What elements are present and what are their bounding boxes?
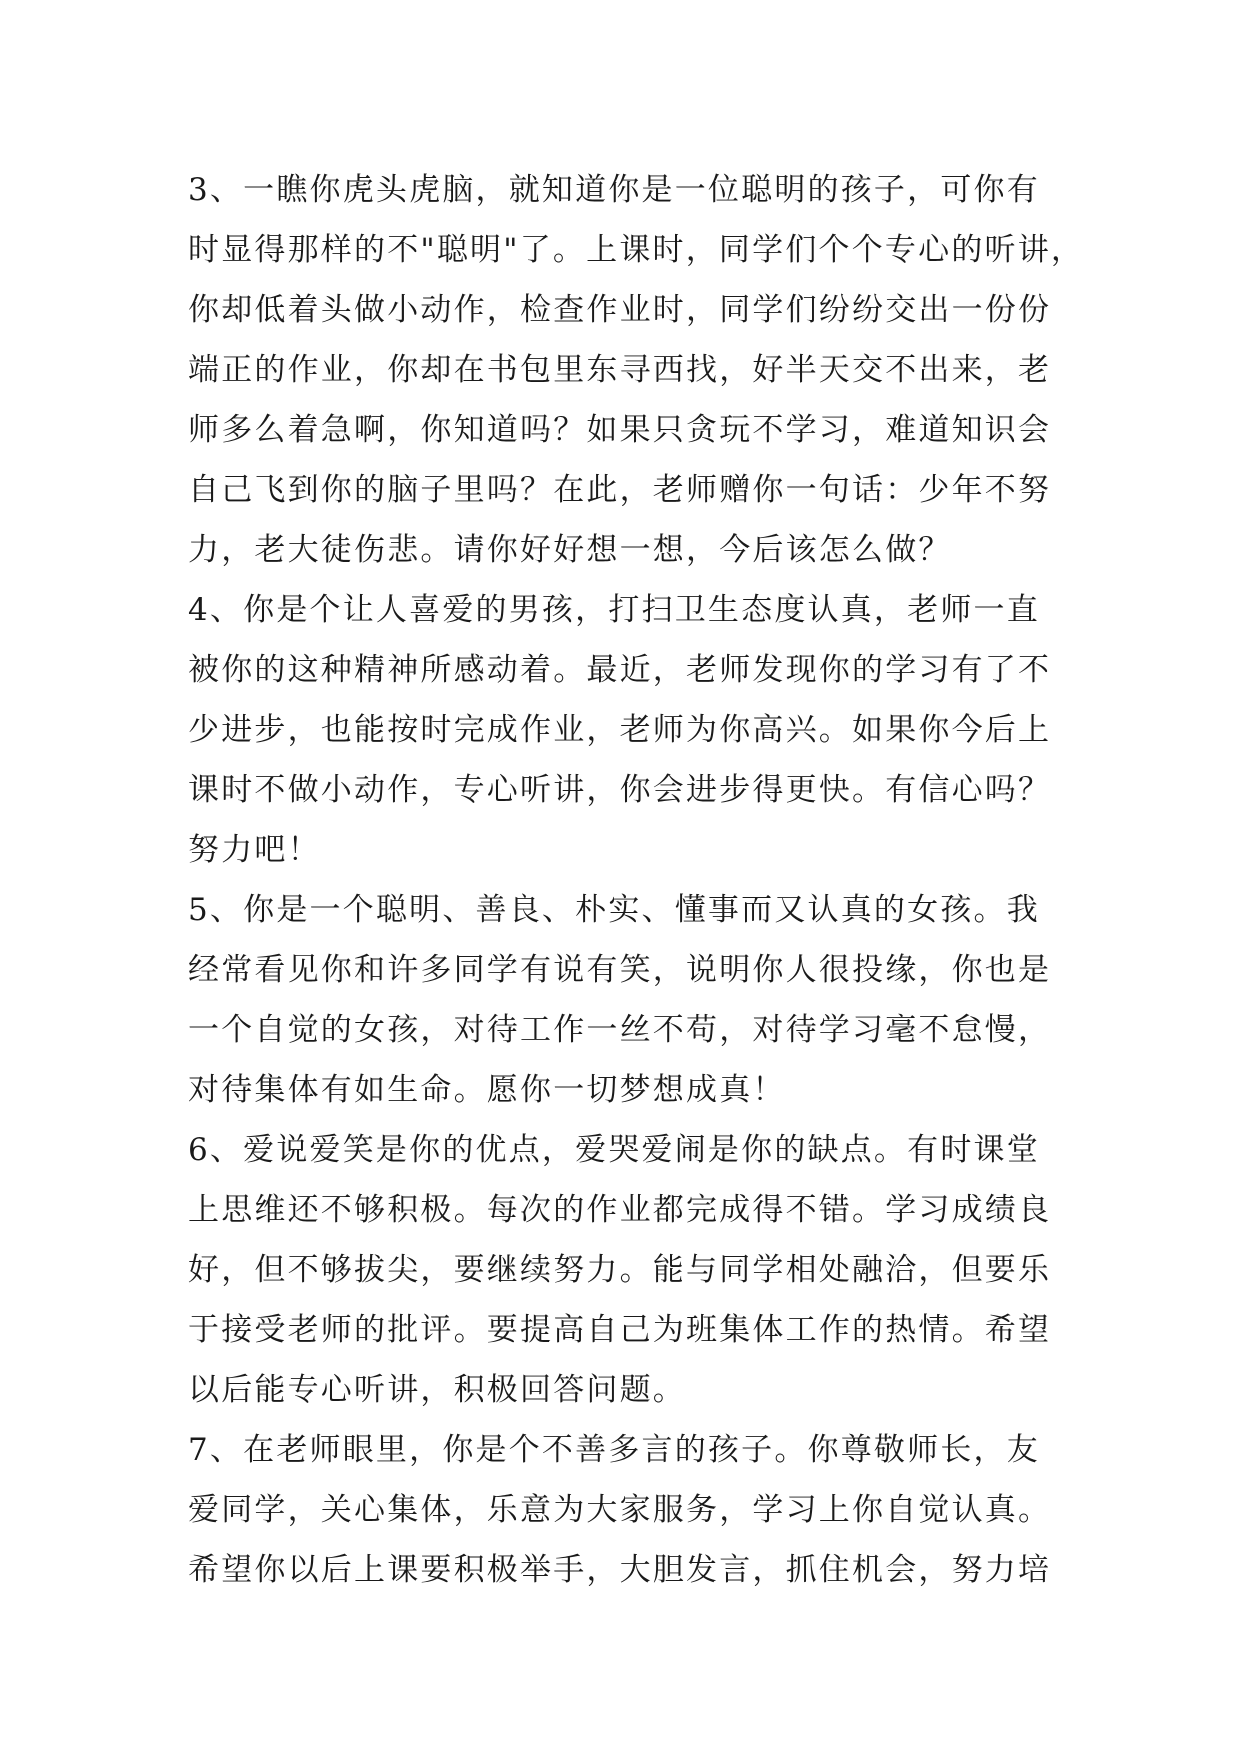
text-line: 7、在老师眼里，你是个不善多言的孩子。你尊敬师长，友 <box>188 1432 1040 1468</box>
text-line: 上思维还不够积极。每次的作业都完成得不错。学习成绩良 <box>188 1192 1052 1228</box>
text-line: 力，老大徒伤悲。请你好好想一想，今后该怎么做？ <box>188 532 952 568</box>
text-line: 课时不做小动作，专心听讲，你会进步得更快。有信心吗？ <box>188 772 1052 808</box>
text-line: 努力吧！ <box>188 832 321 868</box>
text-line: 师多么着急啊，你知道吗？如果只贪玩不学习，难道知识会 <box>188 412 1052 448</box>
text-line: 端正的作业，你却在书包里东寻西找，好半天交不出来，老 <box>188 352 1052 388</box>
text-line: 希望你以后上课要积极举手，大胆发言，抓住机会，努力培 <box>188 1552 1052 1588</box>
comments-text-block <box>188 160 1085 1600</box>
text-line: 少进步，也能按时完成作业，老师为你高兴。如果你今后上 <box>188 712 1052 748</box>
text-line: 一个自觉的女孩，对待工作一丝不苟，对待学习毫不怠慢， <box>188 1012 1052 1048</box>
text-line: 你却低着头做小动作，检查作业时，同学们纷纷交出一份份 <box>188 292 1052 328</box>
text-line: 于接受老师的批评。要提高自己为班集体工作的热情。希望 <box>188 1312 1052 1348</box>
text-line: 3、一瞧你虎头虎脑，就知道你是一位聪明的孩子，可你有 <box>188 172 1040 208</box>
text-line: 好，但不够拔尖，要继续努力。能与同学相处融洽，但要乐 <box>188 1252 1052 1288</box>
text-line: 自己飞到你的脑子里吗？在此，老师赠你一句话：少年不努 <box>188 472 1052 508</box>
text-line: 经常看见你和许多同学有说有笑，说明你人很投缘，你也是 <box>188 952 1052 988</box>
text-line: 对待集体有如生命。愿你一切梦想成真！ <box>188 1072 786 1108</box>
text-line: 时显得那样的不"聪明"了。上课时，同学们个个专心的听讲， <box>188 232 1085 268</box>
text-line: 5、你是一个聪明、善良、朴实、懂事而又认真的女孩。我 <box>188 892 1040 928</box>
text-line: 被你的这种精神所感动着。最近，老师发现你的学习有了不 <box>188 652 1052 688</box>
text-line: 4、你是个让人喜爱的男孩，打扫卫生态度认真，老师一直 <box>188 592 1040 628</box>
text-line: 爱同学，关心集体，乐意为大家服务，学习上你自觉认真。 <box>188 1492 1052 1528</box>
text-line: 6、爱说爱笑是你的优点，爱哭爱闹是你的缺点。有时课堂 <box>188 1132 1040 1168</box>
text-line: 以后能专心听讲，积极回答问题。 <box>188 1372 686 1408</box>
